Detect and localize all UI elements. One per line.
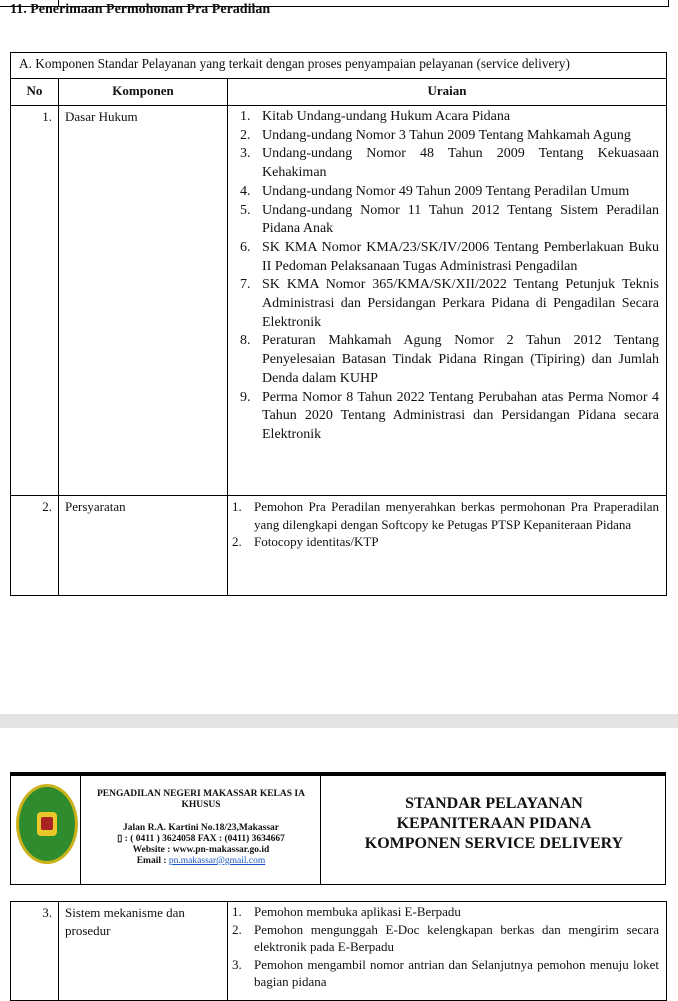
item-text: SK KMA Nomor KMA/23/SK/IV/2006 Tentang Pemberlakuan Buku II Pedoman Pelaksanaan Tugas Administrasi Pengadilan — [262, 239, 659, 274]
email-link[interactable]: pn.makassar@gmail.com — [168, 856, 266, 866]
legal-basis-list — [240, 108, 659, 445]
email-label: Email : — [136, 856, 169, 866]
court-phone: ▯ : ( 0411 ) 3624058 FAX : (0411) 3634667 — [117, 834, 285, 844]
item-number: 1. — [232, 499, 242, 514]
row-no: 3. — [10, 901, 59, 1001]
header-uraian: Uraian — [227, 78, 667, 106]
item-number: 2. — [240, 127, 251, 143]
title-line-3: KOMPONEN SERVICE DELIVERY — [364, 835, 624, 852]
row-komponen: Dasar Hukum — [58, 105, 228, 496]
header-no: No — [10, 78, 59, 106]
item-number: 1. — [232, 904, 242, 919]
court-address: Jalan R.A. Kartini No.18/23,Makassar — [123, 823, 279, 833]
list-item — [240, 239, 659, 276]
page-break — [0, 714, 678, 728]
item-text: SK KMA Nomor 365/KMA/SK/XII/2022 Tentang Petunjuk Teknis Administrasi dan Persidangan Perkara Pidana di Pengadilan Secara Elektronik — [262, 277, 659, 330]
requirements-list — [232, 498, 659, 551]
item-text: Pemohon mengambil nomor antrian dan Selanjutnya pemohon menuju loket bagian pidana — [254, 956, 659, 989]
item-number: 9. — [240, 389, 251, 405]
row-no: 2. — [10, 495, 59, 596]
table-caption: A. Komponen Standar Pelayanan yang terkait dengan proses penyampaian pelayanan (service delivery) — [10, 52, 667, 79]
item-text: Undang-undang Nomor 49 Tahun 2009 Tentang Peradilan Umum — [262, 183, 630, 199]
item-number: 7. — [240, 277, 251, 293]
list-item — [232, 956, 659, 991]
list-item — [240, 183, 659, 202]
list-item — [240, 332, 659, 388]
row-uraian — [227, 495, 667, 596]
item-text: Fotocopy identitas/KTP — [254, 534, 379, 549]
row-uraian — [227, 105, 667, 496]
court-website: Website : www.pn-makassar.go.id — [132, 845, 270, 855]
item-text: Undang-undang Nomor 3 Tahun 2009 Tentang Mahkamah Agung — [262, 127, 631, 143]
list-item — [232, 921, 659, 956]
item-number: 2. — [232, 921, 242, 937]
list-item — [240, 276, 659, 332]
row-no: 1. — [10, 105, 59, 496]
list-item — [240, 389, 659, 445]
header-komponen: Komponen — [58, 78, 228, 106]
row-komponen: Sistem mekanisme dan prosedur — [58, 901, 228, 1001]
court-logo-icon — [16, 784, 78, 864]
item-number: 3. — [232, 956, 242, 972]
item-number: 2. — [232, 534, 242, 549]
item-number: 1. — [240, 109, 251, 124]
list-item — [232, 533, 659, 551]
letterhead — [10, 772, 666, 885]
title-line-1: STANDAR PELAYANAN — [405, 795, 583, 812]
item-text: Perma Nomor 8 Tahun 2022 Tentang Perubahan atas Perma Nomor 4 Tahun 2020 Tentang Administrasi dan Persidangan Pidana secara Elektronik — [262, 389, 659, 442]
item-text: Pemohon Pra Peradilan menyerahkan berkas permohonan Pra Praperadilan yang dilengkapi dengan Softcopy ke Petugas PTSP Kepaniteraan Pidana — [254, 499, 659, 532]
item-text: Pemohon membuka aplikasi E-Berpadu — [254, 904, 461, 919]
court-name: PENGADILAN NEGERI MAKASSAR KELAS IA KHUSUS — [97, 789, 305, 810]
item-text: Pemohon mengunggah E-Doc kelengkapan berkas dan mengirim secara elektronik pada E-Berpadu — [254, 921, 659, 954]
item-text: Undang-undang Nomor 11 Tahun 2012 Tentang Sistem Peradilan Pidana Anak — [262, 202, 659, 237]
item-text: Kitab Undang-undang Hukum Acara Pidana — [262, 109, 511, 124]
section-title: 11. Penerimaan Permohonan Pra Peradilan — [10, 2, 271, 17]
item-number: 6. — [240, 239, 251, 255]
list-item — [232, 903, 659, 921]
list-item — [240, 108, 659, 127]
item-number: 5. — [240, 202, 251, 218]
item-number: 4. — [240, 183, 251, 199]
list-item — [240, 145, 659, 182]
list-item — [240, 127, 659, 146]
row-uraian — [227, 901, 667, 1001]
item-number: 3. — [240, 146, 251, 162]
title-line-2: KEPANITERAAN PIDANA — [396, 815, 592, 832]
list-item — [240, 202, 659, 239]
item-text: Peraturan Mahkamah Agung Nomor 2 Tahun 2012 Tentang Penyelesaian Batasan Tindak Pidana Ringan (Tipiring) dan Jumlah Denda dalam KUHP — [262, 333, 659, 386]
item-text: Undang-undang Nomor 48 Tahun 2009 Tentang Kekuasaan Kehakiman — [262, 146, 659, 181]
procedure-list — [232, 903, 659, 991]
item-number: 8. — [240, 333, 251, 349]
row-komponen: Persyaratan — [58, 495, 228, 596]
list-item — [232, 498, 659, 533]
